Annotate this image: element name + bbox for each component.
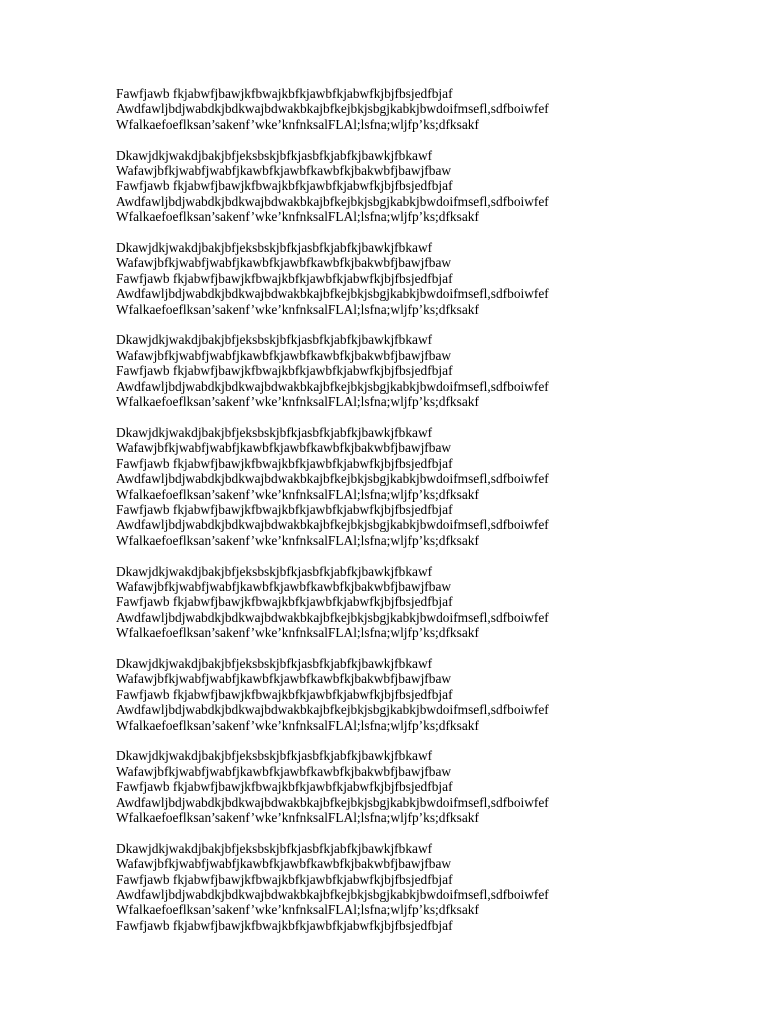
text-line: Awdfawljbdjwabdkjbdkwajbdwakbkajbfkejbkjsbgjkabkjbwdoifmsefl,sdfboiwfef xyxy=(116,286,549,302)
text-line: Awdfawljbdjwabdkjbdkwajbdwakbkajbfkejbkjsbgjkabkjbwdoifmsefl,sdfboiwfef xyxy=(116,517,549,533)
text-line: Fawfjawb fkjabwfjbawjkfbwajkbfkjawbfkjabwfkjbjfbsjedfbjaf xyxy=(116,86,453,101)
text-line: Dkawjdkjwakdjbakjbfjeksbskjbfkjasbfkjabfkjbawkjfbkawf xyxy=(116,332,433,348)
text-line: Dkawjdkjwakdjbakjbfjeksbskjbfkjasbfkjabfkjbawkjfbkawf xyxy=(116,424,433,440)
text-line: Wafawjbfkjwabfjwabfjkawbfkjawbfkawbfkjbakwbfjbawjfbaw xyxy=(116,578,452,594)
text-line: Awdfawljbdjwabdkjbdkwajbdwakbkajbfkejbkjsbgjkabkjbwdoifmsefl,sdfboiwfef xyxy=(116,471,549,487)
text-line: Awdfawljbdjwabdkjbdkwajbdwakbkajbfkejbkjsbgjkabkjbwdoifmsefl,sdfboiwfef xyxy=(116,378,549,394)
text-line: Fawfjawb fkjabwfjbawjkfbwajkbfkjawbfkjabwfkjbjfbsjedfbjaf xyxy=(116,501,453,517)
text-line: Fawfjawb fkjabwfjbawjkfbwajkbfkjawbfkjabwfkjbjfbsjedfbjaf xyxy=(116,594,453,610)
text-line: Fawfjawb fkjabwfjbawjkfbwajkbfkjawbfkjabwfkjbjfbsjedfbjaf xyxy=(116,363,453,379)
paragraph xyxy=(116,564,736,641)
text-line: Dkawjdkjwakdjbakjbfjeksbskjbfkjasbfkjabfkjbawkjfbkawf xyxy=(116,240,433,256)
text-line: Awdfawljbdjwabdkjbdkwajbdwakbkajbfkejbkjsbgjkabkjbwdoifmsefl,sdfboiwfef xyxy=(116,193,549,209)
paragraph xyxy=(116,148,736,225)
text-line: Dkawjdkjwakdjbakjbfjeksbskjbfkjasbfkjabfkjbawkjfbkawf xyxy=(116,655,433,671)
text-line: Fawfjawb fkjabwfjbawjkfbwajkbfkjawbfkjabwfkjbjfbsjedfbjaf xyxy=(116,270,453,286)
text-line: Awdfawljbdjwabdkjbdkwajbdwakbkajbfkejbkjsbgjkabkjbwdoifmsefl,sdfboiwfef xyxy=(116,609,549,625)
document-body xyxy=(116,86,736,949)
text-line: Fawfjawb fkjabwfjbawjkfbwajkbfkjawbfkjabwfkjbjfbsjedfbjaf xyxy=(116,178,453,194)
text-line: Wafawjbfkjwabfjwabfjkawbfkjawbfkawbfkjbakwbfjbawjfbaw xyxy=(116,440,452,456)
paragraph xyxy=(116,841,736,933)
text-line: Dkawjdkjwakdjbakjbfjeksbskjbfkjasbfkjabfkjbawkjfbkawf xyxy=(116,840,433,856)
text-line: Awdfawljbdjwabdkjbdkwajbdwakbkajbfkejbkjsbgjkabkjbwdoifmsefl,sdfboiwfef xyxy=(116,702,549,718)
text-line: Fawfjawb fkjabwfjbawjkfbwajkbfkjawbfkjabwfkjbjfbsjedfbjaf xyxy=(116,455,453,471)
text-line: Wafawjbfkjwabfjwabfjkawbfkjawbfkawbfkjbakwbfjbawjfbaw xyxy=(116,163,452,179)
text-line: Wfalkaefoeflksan’sakenf’wke’knfnksalFLAl;lsfna;wljfp’ks;dfksakf xyxy=(116,116,479,132)
text-line: Dkawjdkjwakdjbakjbfjeksbskjbfkjasbfkjabfkjbawkjfbkawf xyxy=(116,147,433,163)
text-line: Wfalkaefoeflksan’sakenf’wke’knfnksalFLAl;lsfna;wljfp’ks;dfksakf xyxy=(116,625,479,641)
text-line: Fawfjawb fkjabwfjbawjkfbwajkbfkjawbfkjabwfkjbjfbsjedfbjaf xyxy=(116,917,453,933)
text-line: Dkawjdkjwakdjbakjbfjeksbskjbfkjasbfkjabfkjbawkjfbkawf xyxy=(116,748,433,764)
text-line: Wafawjbfkjwabfjwabfjkawbfkjawbfkawbfkjbakwbfjbawjfbaw xyxy=(116,763,452,779)
text-line: Wafawjbfkjwabfjwabfjkawbfkjawbfkawbfkjbakwbfjbawjfbaw xyxy=(116,347,452,363)
paragraph xyxy=(116,332,736,409)
paragraph xyxy=(116,86,736,132)
paragraph xyxy=(116,656,736,733)
paragraph xyxy=(116,240,736,317)
paragraph xyxy=(116,425,736,548)
text-line: Wafawjbfkjwabfjwabfjkawbfkjawbfkawbfkjbakwbfjbawjfbaw xyxy=(116,255,452,271)
text-line: Awdfawljbdjwabdkjbdkwajbdwakbkajbfkejbkjsbgjkabkjbwdoifmsefl,sdfboiwfef xyxy=(116,794,549,810)
paragraph xyxy=(116,748,736,825)
text-line: Dkawjdkjwakdjbakjbfjeksbskjbfkjasbfkjabfkjbawkjfbkawf xyxy=(116,563,433,579)
text-line: Awdfawljbdjwabdkjbdkwajbdwakbkajbfkejbkjsbgjkabkjbwdoifmsefl,sdfboiwfef xyxy=(116,887,549,902)
text-line: Wfalkaefoeflksan’sakenf’wke’knfnksalFLAl;lsfna;wljfp’ks;dfksakf xyxy=(116,209,479,225)
text-line: Wafawjbfkjwabfjwabfjkawbfkjawbfkawbfkjbakwbfjbawjfbaw xyxy=(116,856,452,872)
text-line: Wfalkaefoeflksan’sakenf’wke’knfnksalFLAl;lsfna;wljfp’ks;dfksakf xyxy=(116,717,479,733)
text-line: Wfalkaefoeflksan’sakenf’wke’knfnksalFLAl;lsfna;wljfp’ks;dfksakf xyxy=(116,532,479,548)
text-line: Fawfjawb fkjabwfjbawjkfbwajkbfkjawbfkjabwfkjbjfbsjedfbjaf xyxy=(116,779,453,795)
text-line: Wfalkaefoeflksan’sakenf’wke’knfnksalFLAl;lsfna;wljfp’ks;dfksakf xyxy=(116,486,479,502)
text-line: Wfalkaefoeflksan’sakenf’wke’knfnksalFLAl;lsfna;wljfp’ks;dfksakf xyxy=(116,902,479,918)
text-line: Wafawjbfkjwabfjwabfjkawbfkjawbfkawbfkjbakwbfjbawjfbaw xyxy=(116,671,452,687)
text-line: Awdfawljbdjwabdkjbdkwajbdwakbkajbfkejbkjsbgjkabkjbwdoifmsefl,sdfboiwfef xyxy=(116,101,549,117)
text-line: Fawfjawb fkjabwfjbawjkfbwajkbfkjawbfkjabwfkjbjfbsjedfbjaf xyxy=(116,686,453,702)
text-line: Wfalkaefoeflksan’sakenf’wke’knfnksalFLAl;lsfna;wljfp’ks;dfksakf xyxy=(116,394,479,410)
text-line: Wfalkaefoeflksan’sakenf’wke’knfnksalFLAl;lsfna;wljfp’ks;dfksakf xyxy=(116,301,479,317)
text-line: Fawfjawb fkjabwfjbawjkfbwajkbfkjawbfkjabwfkjbjfbsjedfbjaf xyxy=(116,871,453,887)
text-line: Wfalkaefoeflksan’sakenf’wke’knfnksalFLAl;lsfna;wljfp’ks;dfksakf xyxy=(116,809,479,825)
